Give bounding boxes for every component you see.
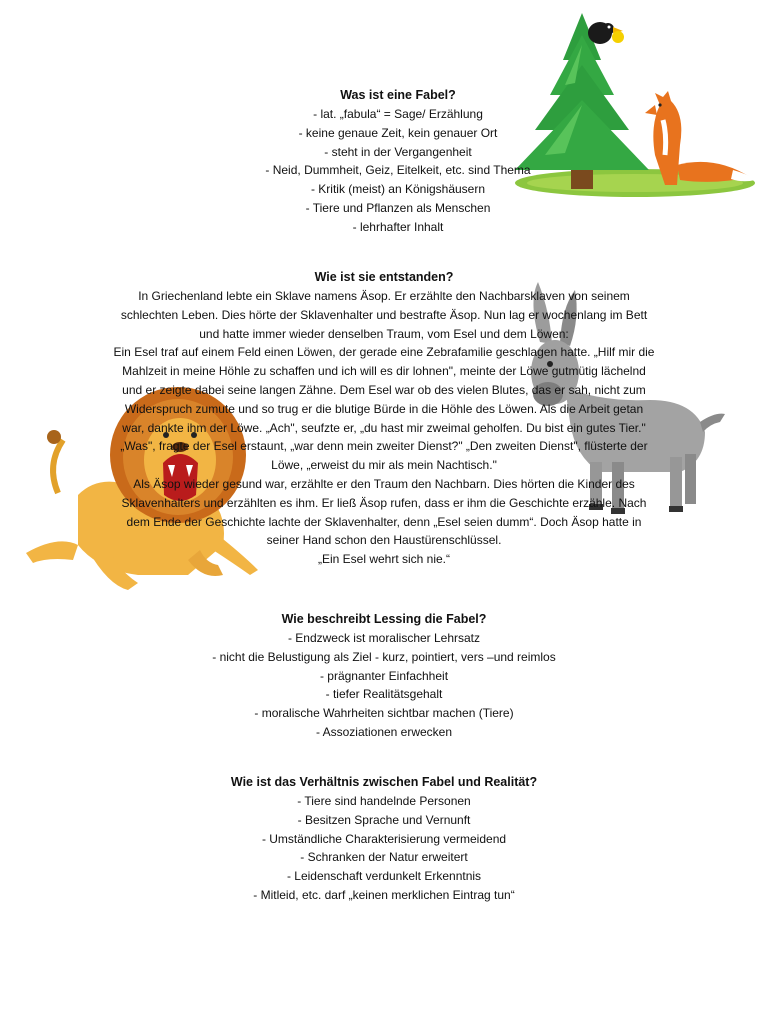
list-item: - tiefer Realitätsgehalt [325, 687, 443, 702]
list-item: - Neid, Dummheit, Geiz, Eitelkeit, etc. sind Thema [265, 163, 531, 178]
list-item: - steht in der Vergangenheit [324, 144, 472, 159]
paragraph-line: „Ein Esel wehrt sich nie.“ [317, 552, 451, 567]
list-item: - Mitleid, etc. darf „keinen merklichen Eintrag tun“ [253, 887, 515, 902]
paragraph-line: dem Ende der Geschichte lachte der Sklavenhalter, denn „Esel seien dumm“. Doch Äsop hatte in [126, 514, 642, 529]
paragraph-line: Sklavenhalters und erzählten es ihm. Er ließ Äsop rufen, dass er ihm die Geschichte erzähle. Nach [121, 495, 647, 510]
paragraph-line: schlechten Leben. Dies hörte der Sklavenhalter und bestrafte Äsop. Nun lag er wochenlang im Bett [120, 307, 648, 322]
list-item: - Assoziationen erwecken [315, 724, 453, 739]
list-item: - lehrhafter Inhalt [352, 219, 444, 234]
list-item: - Besitzen Sprache und Vernunft [297, 812, 471, 827]
list-item: - Schranken der Natur erweitert [300, 850, 468, 865]
paragraph-line: Mahlzeit in meine Höhle zu schaffen und ich will es dir lohnen", meinte der Löwe gutmütig lächelnd [122, 364, 646, 379]
section-what-is-fable [142, 86, 654, 237]
list-item: - Tiere und Pflanzen als Menschen [305, 200, 491, 215]
list-item: - Kritik (meist) an Königshäusern [310, 182, 486, 197]
section-lessing [0, 610, 768, 742]
paragraph-line: und hatte immer wieder denselben Traum, vom Esel und dem Löwen: [199, 326, 569, 341]
section-heading: Was ist eine Fabel? [340, 88, 456, 102]
list-item: - moralische Wahrheiten sichtbar machen (Tiere) [254, 706, 514, 721]
list-item: - Endzweck ist moralischer Lehrsatz [287, 631, 481, 645]
list-item: - keine genaue Zeit, kein genauer Ort [298, 125, 498, 140]
paragraph-line: „Was", fragte der Esel erstaunt, „war denn mein zweiter Dienst?" „Den zweiten Dienst", flüsterte der [120, 439, 648, 454]
paragraph-line: In Griechenland lebte ein Sklave namens Äsop. Er erzählte den Nachbarsklaven von seinem [138, 289, 630, 303]
list-item: - lat. „fabula“ = Sage/ Erzählung [313, 107, 483, 121]
section-heading: Wie beschreibt Lessing die Fabel? [281, 612, 487, 626]
paragraph-line: und er zeigte dabei seine langen Zähne. Dem Esel war ob des vielen Blutes, das er sah, nicht zum [122, 382, 646, 397]
paragraph-line: Löwe, „erweist du mir als mein Nachtisch." [271, 458, 497, 473]
section-heading: Wie ist das Verhältnis zwischen Fabel und Realität? [230, 775, 538, 789]
paragraph-line: Ein Esel traf auf einem Feld einen Löwen, der gerade eine Zebrafamilie geschlagen hatte. „Hilf mir die [113, 345, 655, 360]
paragraph-line: Widerspruch zumute und so trug er die blutige Bürde in die Höhle des Löwen. Als die Arbeit getan [124, 401, 644, 416]
list-item: - Umständliche Charakterisierung vermeidend [261, 831, 507, 846]
list-item: - prägnanter Einfachheit [319, 668, 449, 683]
section-fable-reality [0, 773, 768, 905]
list-item: - Tiere sind handelnde Personen [297, 794, 471, 808]
list-item: - nicht die Belustigung als Ziel - kurz, pointiert, vers –und reimlos [212, 649, 556, 664]
paragraph-line: Als Äsop wieder gesund war, erzählte er den Traum den Nachbarn. Dies hörten die Kinder des [133, 476, 635, 491]
section-origin [0, 268, 768, 569]
paragraph-line: seiner Hand schon den Haustürenschlüssel. [266, 533, 502, 548]
section-heading: Wie ist sie entstanden? [314, 270, 454, 284]
paragraph-line: war, dankte ihm der Löwe. „Ach", seufzte er, „du hast mir zweimal geholfen. Du bist ein gutes Tier." [122, 420, 646, 435]
list-item: - Leidenschaft verdunkelt Erkenntnis [286, 869, 482, 884]
